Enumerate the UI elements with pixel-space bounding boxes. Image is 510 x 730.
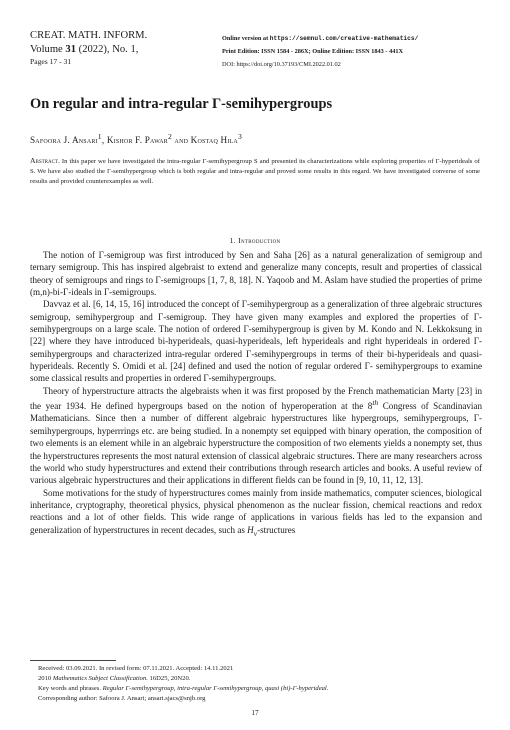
publication-info-block xyxy=(222,32,492,72)
author-3-affiliation: 3 xyxy=(237,132,242,141)
paragraph-2: Davvaz et al. [6, 14, 15, 16] introduced the concept of Γ-semihypergroup as a generalization of three algebraic structures semigroup, semihypergroup and Γ-semigroup. They have given many examples and explored the properties of Γ-semihypergroups on a large scale. The notion of ordered Γ-semihypergroup is given by M. Kondo and N. Lekkoksung in [22] where they have introduced bi-hyperideals, quasi-hyperideals, left hyperideals and right hyperideals in ordered Γ-semihypergroups and characterized intra-regular ordered Γ-semihypergroups in terms of their bi-hyperideals and quasi-hyperideals. Recently S. Omidi et al. [24] defined and used the notion of regular ordered Γ- semihypergroups to examine some classical results and properties in ordered Γ-semihypergroups. xyxy=(30,299,482,384)
abstract-label: Abstract. xyxy=(30,156,60,165)
abstract xyxy=(30,156,480,187)
author-3: Kostaq Hila xyxy=(190,135,238,146)
article-title: On regular and intra-regular Γ-semihypergroups xyxy=(30,96,333,112)
msc-classification: 2010 Mathematics Subject Classification. 16D25, 20N20. xyxy=(38,674,191,682)
paragraph-1: The notion of Γ-semigroup was first introduced by Sen and Saha [26] as a natural generalization of semigroup and ternary semigroup. This has inspired algebraist to extend and generalize many concepts, result and properties of classical theory of semigroups and rings to Γ-semigroups [1, 7, 8, 18]. N. Yaqoob and M. Aslam have studied the properties of prime (m,n)-bi-Γ-ideals in Γ-semigroups. xyxy=(30,250,482,298)
author-2-affiliation: 2 xyxy=(168,132,173,141)
journal-info-block xyxy=(30,29,220,68)
issn-line: Print Edition: ISSN 1584 - 286X; Online Edition: ISSN 1843 - 441X xyxy=(222,48,404,56)
section-heading: 1. Introduction xyxy=(229,236,281,245)
doi-link[interactable]: DOI: https://doi.org/10.37193/CMI.2022.01.02 xyxy=(222,61,341,69)
footnote-rule xyxy=(30,660,116,661)
author-1: Safoora J. Ansari xyxy=(30,135,98,146)
corresponding-author: Corresponding author: Safoora J. Ansari; ansari.sjacs@snjb.org xyxy=(38,694,206,702)
online-version: Online version at https://semnul.com/creative-mathematics/ xyxy=(222,35,419,42)
footnotes xyxy=(30,664,480,704)
author-2: Kishor F. Pawar xyxy=(106,135,169,146)
abstract-text: In this paper we have investigated the intra-regular Γ-semihypergroup S and presented its characterizations while exploring properties of Γ-hyperideals of S. We have also studied the Γ-semihypergroup which is both regular and intra-regular and proved some results in this regard. We have investigated converse of some results and provided counterexamples as well. xyxy=(30,158,480,185)
author-1-affiliation: 1 xyxy=(97,132,102,141)
keywords: Key words and phrases. Regular Γ-semihypergroup, intra-regular Γ-semihypergroup, quasi (bi)-Γ-hyperideal. xyxy=(38,684,329,692)
introduction-body xyxy=(30,249,482,540)
page-number: 17 xyxy=(251,709,259,717)
received-dates: Received: 03.09.2021. In revised form: 07.11.2021. Accepted: 14.11.2021 xyxy=(38,665,234,672)
paragraph-3: Theory of hyperstructure attracts the algebraists when it was first proposed by the French mathematician Marty [23] in the year 1934. He defined hypergroups based on the notion of hyperoperation at the 8th Congress of Scandinavian Mathematicians. Since then a number of different algebraic hyperstructures like hypergroups, semihypergroups, Γ-semihypergroups, hyperrrings etc. are being studied. In a nonempty set equipped with binary operation, the composition of two elements is an element while in an algebraic hyperstructure the composition of two elements yields a nonempty set, thus the hyperstructures represents the most natural extension of classical algebraic structures. There are many researchers across the world who study hyperstructures and extend their contributions through research articles and books. A useful review of various algebraic hyperstructures and their applications in different fields can be found in [9, 10, 11, 12, 13]. xyxy=(30,385,483,486)
paragraph-4: Some motivations for the study of hyperstructures comes mainly from inside mathematics, computer sciences, biological inheritance, cryptography, theoretical physics, physical phenomenon as the nuclear fission, chemical reactions and redox reactions and a lot of other fields. This wide range of applications in various fields has led to the expansion and generalization of hyperstructures in recent decades, such as $H_v$-structures xyxy=(30,487,482,538)
journal-volume: Volume 31 (2022), No. 1, xyxy=(30,43,139,55)
journal-pages: Pages 17 - 31 xyxy=(30,57,72,66)
journal-name: CREAT. MATH. INFORM. xyxy=(30,30,148,41)
online-url-link[interactable]: https://semnul.com/creative-mathematics/ xyxy=(269,35,419,42)
author-list: Safoora J. Ansari$^1$, Kishor F. Pawar$^2$ and Kostaq Hila$^3$ xyxy=(30,132,242,146)
